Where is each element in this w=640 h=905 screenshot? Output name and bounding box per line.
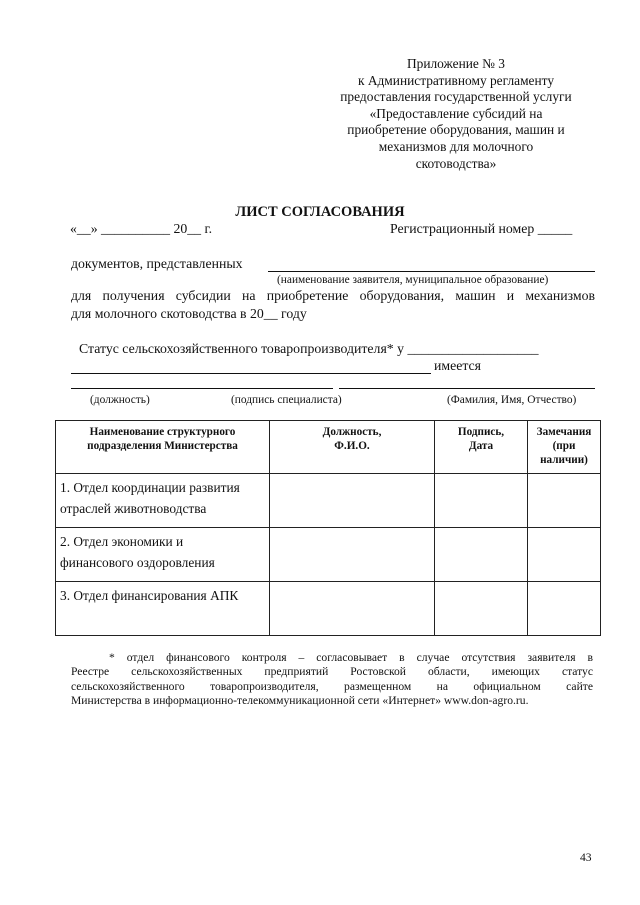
status-underline (71, 373, 431, 374)
appendix-header (330, 56, 582, 172)
applicant-underline (268, 271, 595, 272)
documents-label: документов, представленных (71, 256, 243, 271)
header-signature-date: Подпись, Дата (435, 421, 528, 474)
registration-number-field: Регистрационный номер _____ (390, 221, 573, 236)
header-remarks: Замечания (при наличии) (528, 421, 601, 474)
position-cell[interactable] (270, 528, 435, 582)
appendix-line: к Административному регламенту (357, 72, 555, 88)
signature-hint: (подпись специалиста) (231, 394, 342, 406)
table-header-row (56, 421, 601, 474)
position-hint: (должность) (90, 394, 150, 406)
footnote-line: * отдел финансового контроля – согласовывает в случае отсутствия заявителя в (109, 651, 593, 664)
appendix-line: «Предоставление субсидий на (369, 105, 543, 121)
applicant-hint: (наименование заявителя, муниципальное образование) (277, 274, 549, 286)
purpose-line: для получения субсидии на приобретение оборудования, машин и механизмов (71, 288, 595, 303)
footnote-line: Реестре сельскохозяйственных предприятий Ростовской области, имеющих статус (71, 665, 593, 679)
appendix-line: приобретение оборудования, машин и (347, 122, 565, 138)
remarks-cell[interactable] (528, 474, 601, 528)
department-cell: 1. Отдел координации развития отраслей животноводства (56, 474, 270, 528)
appendix-line: скотоводства» (415, 155, 497, 171)
status-line: Статус сельскохозяйственного товаропроизводителя* у ___________________ (79, 341, 539, 356)
signature-cell[interactable] (435, 474, 528, 528)
has-status-label: имеется (434, 358, 482, 373)
header-department: Наименование структурного подразделения Министерства (56, 421, 270, 474)
header-position-name: Должность, Ф.И.О. (270, 421, 435, 474)
purpose-line: для молочного скотоводства в 20__ году (71, 306, 307, 321)
form-title: ЛИСТ СОГЛАСОВАНИЯ (235, 204, 405, 220)
table-row (56, 474, 601, 528)
footnote-line: сельскохозяйственного товаропроизводителя, размещенном на официальном сайте (71, 679, 593, 693)
remarks-cell[interactable] (528, 582, 601, 636)
approval-table (55, 420, 601, 636)
appendix-line: Приложение № 3 (406, 56, 506, 71)
department-cell: 3. Отдел финансирования АПК (56, 582, 270, 636)
position-signature-underline (71, 388, 333, 389)
date-field: «__» __________ 20__ г. (70, 221, 213, 236)
full-name-hint: (Фамилия, Имя, Отчество) (447, 394, 577, 406)
signature-cell[interactable] (435, 582, 528, 636)
department-cell: 2. Отдел экономики и финансового оздоровления (56, 528, 270, 582)
appendix-line: механизмов для молочного (378, 138, 534, 154)
position-cell[interactable] (270, 582, 435, 636)
remarks-cell[interactable] (528, 528, 601, 582)
position-cell[interactable] (270, 474, 435, 528)
table-row (56, 582, 601, 636)
signature-cell[interactable] (435, 528, 528, 582)
page-number: 43 (580, 851, 592, 864)
table-row (56, 528, 601, 582)
full-name-underline (339, 388, 595, 389)
appendix-line: предоставления государственной услуги (340, 89, 572, 105)
footnote-line: Министерства в информационно-телекоммуникационной сети «Интернет» www.don-agro.ru. (71, 694, 529, 708)
footnote (71, 651, 593, 709)
